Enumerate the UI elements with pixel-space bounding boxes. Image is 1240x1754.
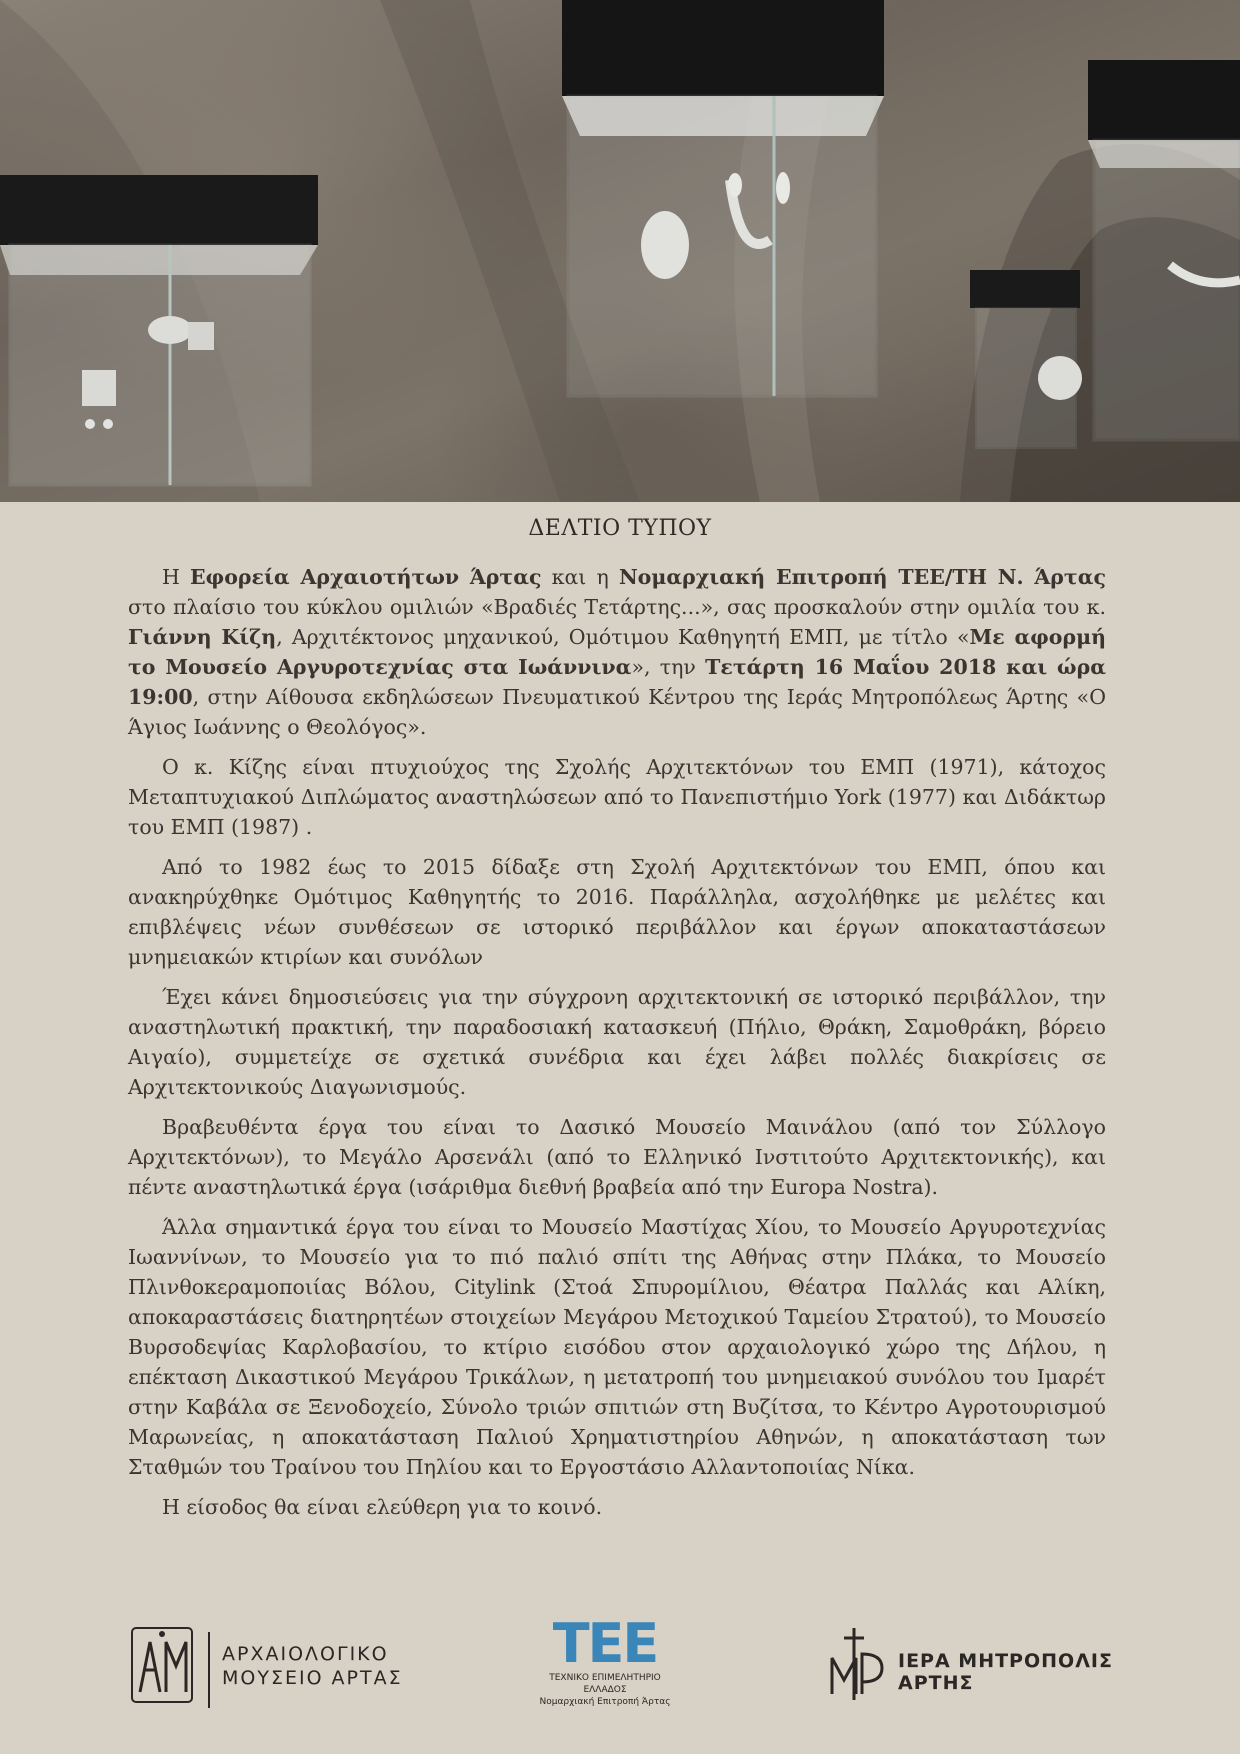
paragraph-invitation: Η Εφορεία Αρχαιοτήτων Άρτας και η Νομαρχιακή Επιτροπή ΤΕΕ/ΤΗ Ν. Άρτας στο πλαίσιο του κύκλου ομιλιών «Βραδιές Τετάρτης...», σας προσκαλούν στην ομιλία του κ. Γιάννη Κίζη, Αρχιτέκτονος μηχανικού, Ομότιμου Καθηγητή ΕΜΠ, με τίτλο «Με αφορμή το Μουσείο Αργυροτεχνίας στα Ιωάννινα», την Τετάρτη 16 Μαΐου 2018 και ώρα 19:00, στην Αίθουσα εκδηλώσεων Πνευματικού Κέντρου της Ιεράς Μητροπόλεως Άρτης «Ο Άγιος Ιωάννης ο Θεολόγος». <box>128 565 1106 739</box>
tee-name: ΤΕΧΝΙΚΟ ΕΠΙΜΕΛΗΤΗΡΙΟ ΕΛΛΑΔΟΣ <box>549 1673 661 1695</box>
paragraph-education: Ο κ. Κίζης είναι πτυχιούχος της Σχολής Αρχιτεκτόνων του ΕΜΠ (1971), κάτοχος Μεταπτυχιακού Διπλώματος αναστηλώσεων από το Πανεπιστήμιο York (1977) και Διδάκτωρ του ΕΜΠ (1987) . <box>128 755 1106 839</box>
museum-name: ΑΡΧΑΙΟΛΟΓΙΚΟ ΜΟΥΣΕΙΟ ΑΡΤΑΣ <box>222 1643 403 1689</box>
metropolis-monogram-icon <box>824 1624 890 1704</box>
paragraph-teaching: Από το 1982 έως το 2015 δίδαξε στη Σχολή Αρχιτεκτόνων του ΕΜΠ, όπου και ανακηρύχθηκε Ομότιμος Καθηγητής το 2016. Παράλληλα, ασχολήθηκε με μελέτες και επιβλέψεις νέων συνθέσεων σε ιστορικό περιβάλλον και έργων αποκαταστάσεων μνημειακών κτιρίων και συνόλων <box>128 855 1106 969</box>
paragraph-publications: Έχει κάνει δημοσιεύσεις για την σύγχρονη αρχιτεκτονική σε ιστορικό περιβάλλον, την αναστηλωτική πρακτική, την παραδοσιακή κατασκευή (Πήλιο, Θράκη, Σαμοθράκη, βόρειο Αιγαίο), συμμετείχε σε σχετικά συνέδρια και έχει λάβει πολλές διακρίσεις σε Αρχιτεκτονικούς Διαγωνισμούς. <box>128 985 1106 1099</box>
press-release-body <box>128 562 1106 1532</box>
museum-emblem-icon <box>126 1622 198 1708</box>
tee-mark: ΤΕΕ <box>552 1612 658 1675</box>
metropolis-name: ΙΕΡΑ ΜΗΤΡΟΠΟΛΙΣ ΑΡΤΗΣ <box>898 1650 1113 1694</box>
paragraph-awards: Βραβευθέντα έργα του είναι το Δασικό Μουσείο Μαινάλου (από τον Σύλλογο Αρχιτεκτόνων), το Μεγάλο Αρσενάλι (από το Ελληνικό Ινστιτούτο Αρχιτεκτονικής), και πέντε αναστηλωτικά έργα (ισάριθμα διεθνή βραβεία από την Europa Nostra). <box>128 1115 1106 1199</box>
hero-photo <box>0 0 1240 502</box>
paragraph-works: Άλλα σημαντικά έργα του είναι το Μουσείο Μαστίχας Χίου, το Μουσείο Αργυροτεχνίας Ιωαννίνων, το Μουσείο για το πιό παλιό σπίτι της Αθήνας στην Πλάκα, το Μουσείο Πλινθοκεραμοποιίας Βόλου, Citylink (Στοά Σπυρομίλιου, Θέατρα Παλλάς και Αλίκη, αποκαραστάσεις διατηρητέων στοιχείων Μεγάρου Μετοχικού Ταμείου Στρατού), το Μουσείο Βυρσοδεψίας Καρλοβασίου, το κτίριο εισόδου στον αρχαιολογικό χώρο της Δήλου, η επέκταση Δικαστικού Μεγάρου Τρικάλων, η μετατροπή του μνημειακού συνόλου του Ιμαρέτ στην Καβάλα σε Ξενοδοχείο, Σύνολο τριών σπιτιών στη Βυζίτσα, το Κέντρο Αγροτουρισμού Μαρωνείας, η αποκατάσταση Παλιού Χρηματιστηρίου Αθηνών, η αποκατάσταση των Σταθμών του Τραίνου του Πηλίου και το Εργοστάσιο Αλλαντοποιίας Νίκα. <box>128 1215 1106 1479</box>
paragraph-admission: Η είσοδος θα είναι ελεύθερη για το κοινό. <box>162 1495 603 1519</box>
logos-footer <box>0 1612 1240 1722</box>
metropolis-logo <box>824 1624 1124 1704</box>
museum-vitrines-illustration <box>0 0 1240 502</box>
logo-divider <box>208 1632 210 1708</box>
tee-committee: Νομαρχιακή Επιτροπή Άρτας <box>539 1697 671 1707</box>
document-title: ΔΕΛΤΙΟ ΤΥΠΟΥ <box>528 516 712 541</box>
museum-logo <box>126 1622 416 1712</box>
tee-logo <box>530 1612 680 1716</box>
